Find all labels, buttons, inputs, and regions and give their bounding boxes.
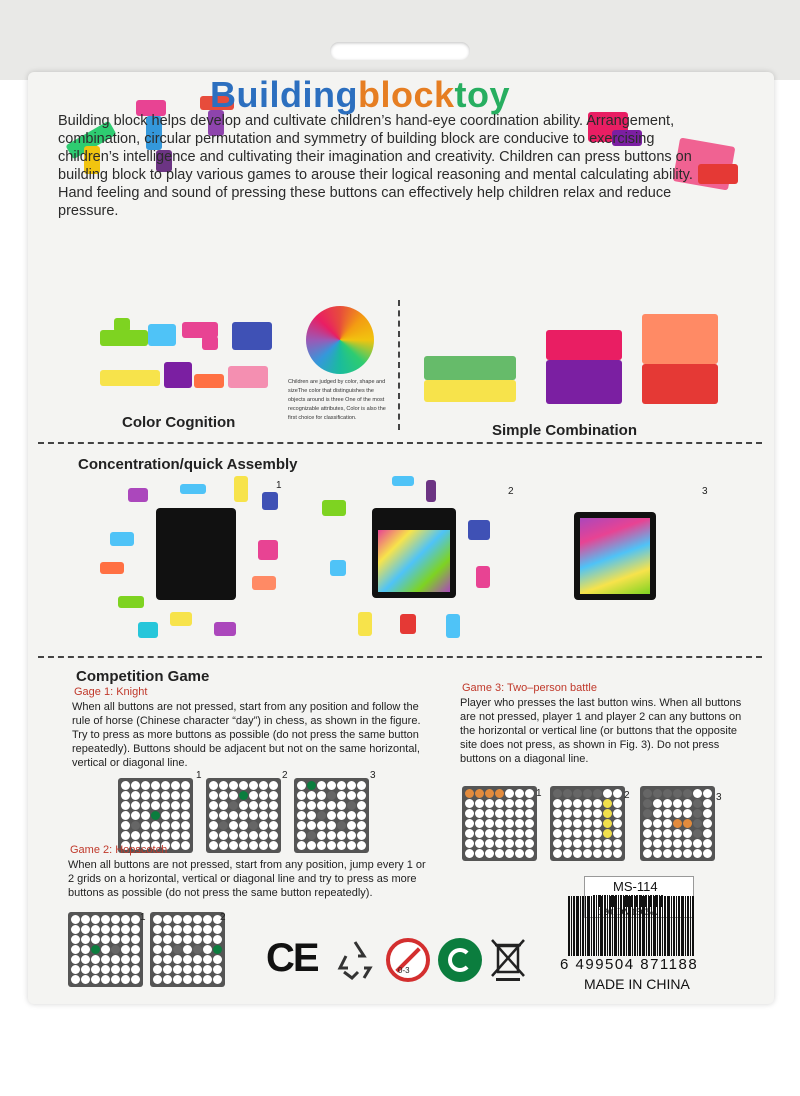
color-wheel-caption: Children are judged by color, shape and sizeThe color that distinguishes the objects around is three One of the most recognizable attributes, Color is also the first choice for classification. <box>288 379 386 421</box>
battle-grid-3-number: 3 <box>716 792 722 803</box>
product-title <box>210 74 510 116</box>
simple-combination-label: Simple Combination <box>492 422 638 439</box>
divider-line-1 <box>38 442 762 444</box>
battle-grid-2 <box>550 786 625 861</box>
age-warning-icon <box>386 938 430 982</box>
step-number-1: 1 <box>276 480 282 491</box>
knight-grid-3 <box>294 778 369 853</box>
competition-label: Competition Game <box>76 668 210 685</box>
crossed-bin-icon <box>488 936 528 982</box>
battle-grid-3 <box>640 786 715 861</box>
title-word-building: Building <box>210 74 358 115</box>
title-word-toy: toy <box>454 74 510 115</box>
game2-title: Game 2: Hopscotch <box>70 844 168 856</box>
step-number-2: 2 <box>508 486 514 497</box>
barcode-digits: 6 499504 871188 <box>560 956 699 973</box>
title-word-block: block <box>357 74 455 115</box>
game1-text: When all buttons are not pressed, start from any position and follow the rule of horse (Chinese character “day”) in chess, as shown in the figure. Try to press as more buttons as possible (do not press the same button repeatedly). Buttons should be adjacent but not on the same horizontal, vertical or diagonal line. <box>72 701 421 769</box>
green-dot-icon <box>438 938 482 982</box>
hopscotch-grid-1 <box>68 912 143 987</box>
step-number-3: 3 <box>702 486 708 497</box>
age-warning-text: 0-3 <box>398 966 410 975</box>
color-cognition-label: Color Cognition <box>122 414 236 431</box>
knight-grid-2-number: 2 <box>282 770 288 781</box>
game3-text: Player who presses the last button wins. When all buttons are not pressed, player 1 and player 2 can any buttons on the horizontal or vertical line (or buttons that the opposite site does not press, as shown in Fig. 3). Do not press buttons on a diagonal line. <box>460 697 742 765</box>
knight-grid-1 <box>118 778 193 853</box>
model-number: MS-114 <box>613 879 658 894</box>
vertical-divider <box>398 300 400 430</box>
game2-text: When all buttons are not pressed, start from any position, jump every 1 or 2 grids on a horizontal, vertical or diagonal line and try to press as more buttons as possible (do not press the same button repeatedly). <box>68 859 426 899</box>
intro-paragraph: Building block helps develop and cultivate children’s hand-eye coordination ability. Arrangement, combination, circular permutation and symmetry of building block are conducive to exercising children’s intelligence and cultivating their imagination and creativity. Children can press buttons on building block to play various games to arouse their logical reasoning and mental calculating ability. Hand feeling and sound of pressing these buttons can effectively help children relax and reduce pressure. <box>58 113 693 219</box>
hopscotch-grid-1-number: 1 <box>140 912 146 923</box>
game3-title: Game 3: Two–person battle <box>462 682 597 694</box>
color-wheel <box>306 306 374 374</box>
hopscotch-grid-2-number: 2 <box>220 912 226 923</box>
battle-grid-1-number: 1 <box>536 788 542 799</box>
concentration-label: Concentration/quick Assembly <box>78 456 298 473</box>
knight-grid-2 <box>206 778 281 853</box>
recycle-icon <box>332 938 378 982</box>
ce-mark-icon: CE <box>266 936 318 980</box>
product-barcode <box>568 896 718 956</box>
game1-title: Gage 1: Knight <box>74 686 148 698</box>
battle-grid-2-number: 2 <box>624 790 630 801</box>
battle-grid-1 <box>462 786 537 861</box>
knight-grid-1-number: 1 <box>196 770 202 781</box>
knight-grid-3-number: 3 <box>370 770 376 781</box>
hopscotch-grid-2 <box>150 912 225 987</box>
hanger-card-top <box>0 0 800 80</box>
divider-line-2 <box>38 656 762 658</box>
made-in-label: MADE IN CHINA <box>584 976 690 992</box>
